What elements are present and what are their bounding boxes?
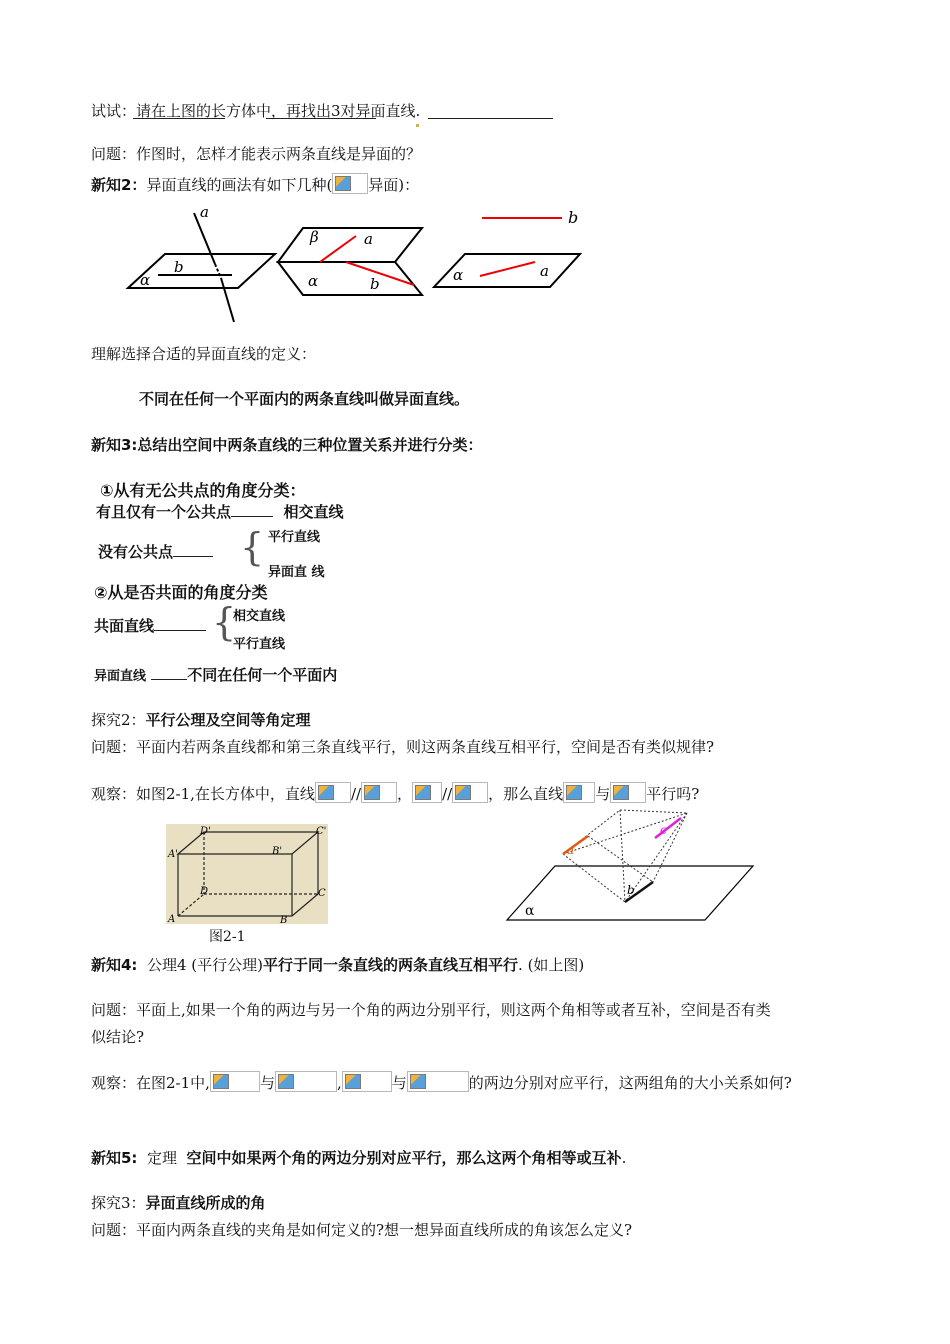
edge-AD (178, 894, 204, 916)
skew-lines-drawings (120, 200, 600, 330)
observe-1 (91, 782, 699, 804)
dash (151, 679, 187, 680)
image-placeholder-icon (342, 1071, 392, 1092)
obs1-b: ，那么直线 (488, 785, 564, 803)
label-b: b (174, 258, 184, 276)
label-B: B (280, 915, 288, 924)
guide-6 (620, 810, 625, 902)
label-C1: C' (316, 826, 327, 837)
classification-2-a (94, 615, 206, 636)
top-face (178, 832, 318, 854)
label-A: A (168, 914, 176, 924)
label-C: C (318, 888, 326, 899)
exercise-text: 试试：请在上图的长方体中，再找出3对异面直线. (91, 102, 421, 120)
label-a: a (567, 843, 575, 857)
label-D: D (200, 886, 209, 897)
cls1-a-label: 有且仅有一个公共点 (96, 503, 232, 521)
label-B1: B' (272, 846, 283, 857)
cls2-a2: 平行直线 (233, 637, 286, 652)
guide-3 (563, 813, 687, 854)
obs2-a: 观察：在图2-1中, (91, 1074, 210, 1092)
classification-1-b (98, 541, 213, 562)
obs2-yu2: 与 (391, 1074, 407, 1092)
new-knowledge-2 (91, 173, 419, 195)
figure-caption: 图2-1 (209, 929, 246, 945)
xz4-b: 平行于同一条直线的两条直线互相平行 (263, 956, 519, 974)
image-placeholder-icon (275, 1071, 337, 1092)
guide-7 (653, 813, 687, 882)
tj3-title: 异面直线所成的角 (145, 1194, 266, 1212)
dash (231, 516, 273, 517)
explore-2 (91, 709, 311, 730)
definition-text: 不同在任何一个平面内的两条直线叫做异面直线。 (139, 390, 470, 408)
xz4-a: 公理4 (平行公理) (146, 956, 264, 974)
observe-2 (91, 1071, 792, 1093)
new-knowledge-5 (91, 1147, 626, 1168)
classification-2-b (94, 664, 337, 685)
label-alpha-3: α (453, 266, 464, 284)
cls1-b2: 异面直 线 (268, 565, 325, 580)
label: 新知2： (91, 176, 147, 194)
obs1-yu: 与 (595, 785, 611, 803)
line-a-red-2 (320, 236, 356, 262)
answer-blank-3[interactable] (428, 118, 553, 119)
understand-text: 理解选择合适的异面直线的定义： (91, 345, 317, 363)
label-beta: β (310, 228, 319, 246)
answer-blank-2[interactable] (266, 118, 376, 119)
cuboid-figure (166, 824, 328, 924)
cls1-b1: 平行直线 (268, 530, 321, 545)
new-knowledge-4 (91, 954, 584, 975)
cls2-a1: 相交直线 (233, 609, 286, 624)
question-4: 问题：平面内两条直线的夹角是如何定义的?想一想异面直线所成的角该怎么定义? (91, 1221, 633, 1239)
dot-mark (416, 124, 419, 127)
image-placeholder-icon (610, 782, 646, 803)
obs1-c: 平行吗? (646, 785, 700, 803)
obs2-b: 的两边分别对应平行，这两组角的大小关系如何? (468, 1074, 792, 1092)
cls1-b-label: 没有公共点 (98, 543, 174, 561)
parallel-lines-figure (505, 808, 760, 926)
image-placeholder-icon (407, 1071, 469, 1092)
line-a-lower (221, 278, 234, 322)
question-3-line-2: 似结论? (91, 1028, 145, 1046)
brace-1: { (240, 525, 265, 569)
label-b-2: b (370, 275, 380, 293)
image-placeholder-icon (315, 782, 351, 803)
tj2-label: 探究2： (91, 711, 146, 729)
cls1-a-right: 相交直线 (283, 503, 344, 521)
tj3-label: 探究3： (91, 1194, 146, 1212)
label-a-2: a (364, 230, 373, 248)
tj2-title: 平行公理及空间等角定理 (145, 711, 311, 729)
label-a: a (200, 203, 209, 221)
image-placeholder-icon (452, 782, 488, 803)
classification-1-title: ①从有无公共点的角度分类： (100, 481, 306, 500)
image-placeholder-icon (361, 782, 397, 803)
new-knowledge-3 (91, 434, 482, 455)
guide-2 (620, 810, 687, 813)
label-alpha: α (140, 271, 151, 289)
brace-2: { (212, 600, 237, 644)
image-placeholder-icon (412, 782, 442, 803)
text-b: 异面)： (368, 176, 420, 194)
image-placeholder-icon (563, 782, 595, 803)
xz4-label: 新知4: (91, 956, 138, 974)
xz5-a: 定理 (146, 1149, 177, 1167)
obs2-comma: , (336, 1074, 342, 1092)
parallel-symbol: // (442, 785, 453, 803)
classification-1-a (96, 501, 343, 522)
xz3-text: 新知3:总结出空间中两条直线的三种位置关系并进行分类： (91, 436, 483, 454)
label-alpha-2: α (308, 272, 319, 290)
label-c: c (660, 823, 667, 837)
dash (154, 630, 206, 631)
explore-3 (91, 1192, 266, 1213)
question-2: 问题：平面内若两条直线都和第三条直线平行，则这两条直线互相平行，空间是否有类似规律? (91, 738, 715, 756)
comma: ， (397, 785, 413, 803)
plane-beta (278, 228, 422, 262)
label-alpha: α (525, 903, 535, 919)
text-a: 异面直线的画法有如下几种( (146, 176, 333, 194)
guide-4 (563, 854, 625, 902)
cls2-b-right: 不同在任何一个平面内 (187, 666, 338, 684)
label-D1: D' (200, 826, 211, 837)
label-a-3: a (540, 262, 549, 280)
question-text: 问题：作图时，怎样才能表示两条直线是异面的？ (91, 145, 422, 163)
cls2-b-label: 异面直线 (94, 669, 147, 684)
xz5-label: 新知5: (91, 1149, 138, 1167)
xz4-c: . (如上图) (518, 956, 585, 974)
parallel-symbol: // (350, 785, 362, 803)
classification-2-title: ②从是否共面的角度分类 (94, 583, 268, 602)
label-b-3: b (568, 208, 579, 227)
label-A1: A' (168, 849, 178, 860)
obs1-a: 观察：如图2-1,在长方体中，直线 (91, 785, 315, 803)
image-placeholder-icon (332, 173, 368, 194)
obs2-yu: 与 (259, 1074, 275, 1092)
image-placeholder-icon (210, 1071, 260, 1092)
line-a-red-3 (480, 262, 535, 276)
xz5-b: 空间中如果两个角的两边分别对应平行，那么这两个角相等或互补 (186, 1149, 622, 1167)
cls2-a-label: 共面直线 (94, 617, 155, 635)
answer-blank-1[interactable] (133, 118, 225, 119)
question-3-line-1: 问题：平面上,如果一个角的两边与另一个角的两边分别平行，则这两个角相等或者互补，空间是否有类 (91, 1001, 771, 1019)
xz5-c: . (621, 1149, 627, 1167)
label-b: b (627, 883, 635, 897)
plane-alpha-2 (278, 262, 422, 295)
dash (173, 556, 213, 557)
edge-BC (292, 894, 318, 916)
